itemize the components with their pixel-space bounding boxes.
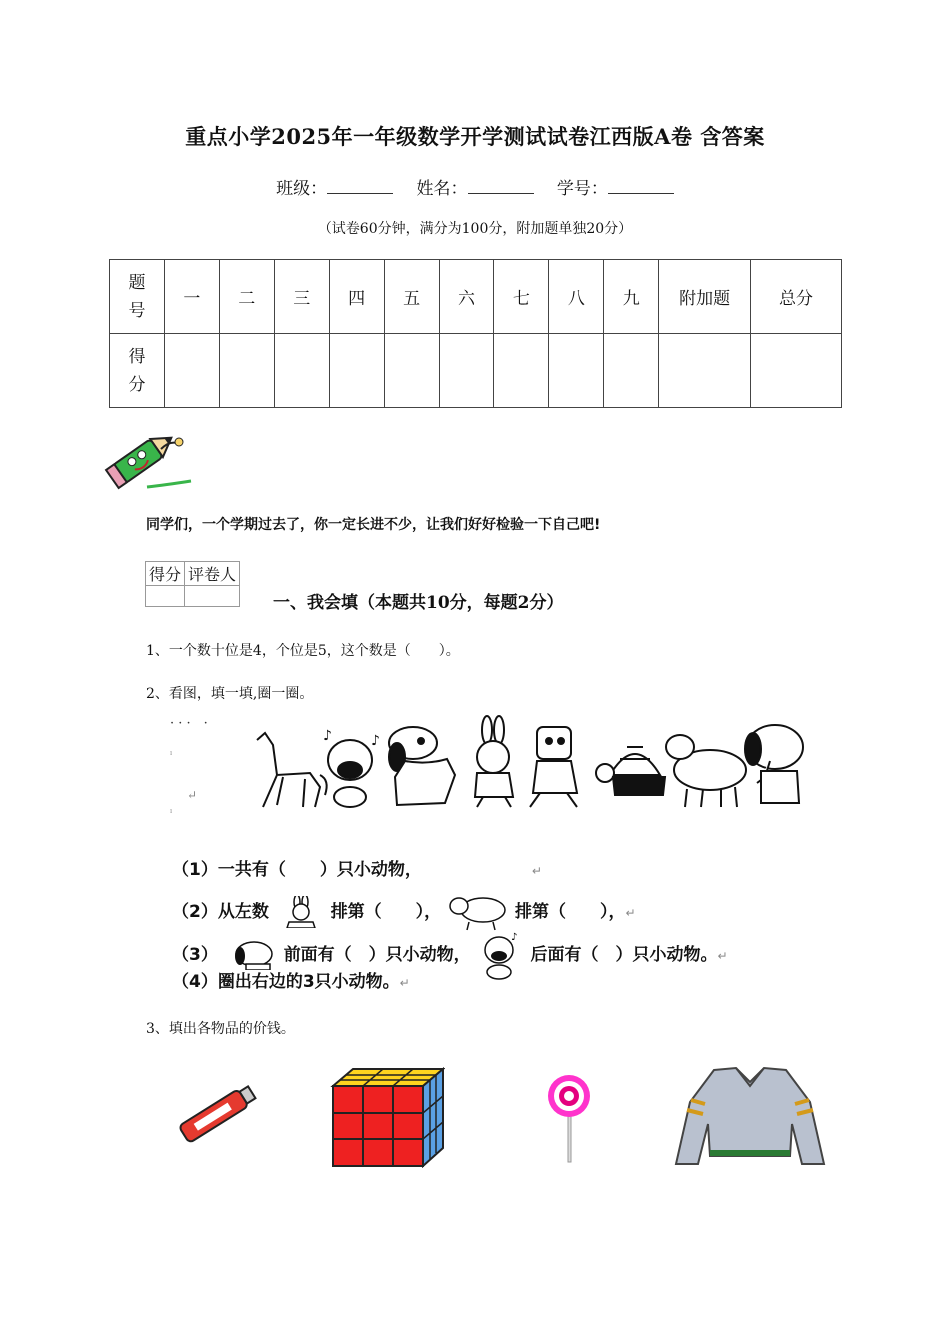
pencil-mascot-icon (103, 425, 195, 491)
score-cell[interactable] (604, 334, 659, 408)
score-cell[interactable] (659, 334, 751, 408)
svg-text:ₗ: ₗ (170, 747, 173, 758)
grader-reviewer-label: 评卷人 (185, 562, 240, 586)
question-1: 1、一个数十位是4，个位是5，这个数是（ ）。 (146, 643, 460, 659)
turtle-icon (596, 747, 665, 795)
score-cell[interactable] (439, 334, 494, 408)
score-cell[interactable] (751, 334, 842, 408)
col-header: 二 (219, 260, 274, 334)
class-field[interactable] (327, 179, 393, 194)
grader-reviewer-cell[interactable] (185, 586, 240, 607)
svg-text:ₗ: ₗ (170, 805, 173, 815)
score-cell[interactable] (274, 334, 329, 408)
col-header: 四 (329, 260, 384, 334)
question-2-sub1: （1）一共有（ ）只小动物， ↵ (172, 860, 542, 880)
lollipop-icon (544, 1072, 594, 1164)
animal-row (165, 715, 815, 815)
svg-text:♪: ♪ (323, 728, 332, 744)
elephant-icon (224, 940, 278, 970)
sweater-icon (674, 1064, 826, 1168)
name-field[interactable] (468, 179, 534, 194)
score-cell[interactable] (384, 334, 439, 408)
score-cell[interactable] (219, 334, 274, 408)
col-header: 九 (604, 260, 659, 334)
frog-icon (477, 930, 525, 980)
sheep-icon (447, 892, 509, 932)
row-head-question: 题 号 (110, 260, 165, 334)
col-header: 附加题 (659, 260, 751, 334)
question-2-sub2: （2）从左数 排第（ ）， 排第（ ），↵ (172, 892, 636, 932)
svg-text:· · · ·: · · · · (170, 716, 208, 731)
score-table (109, 259, 842, 408)
score-cell[interactable] (494, 334, 549, 408)
grader-table (145, 561, 240, 607)
svg-text:♪: ♪ (510, 932, 517, 943)
score-cell[interactable] (164, 334, 219, 408)
question-2-sub4: （4）圈出右边的3只小动物。↵ (172, 972, 410, 992)
exam-note: （试卷60分钟，满分为100分，附加题单独20分） (317, 221, 633, 237)
number-label: 学号： (556, 179, 608, 199)
svg-text:↵: ↵ (187, 788, 198, 802)
col-header: 六 (439, 260, 494, 334)
grader-score-label: 得分 (146, 562, 185, 586)
horse-icon (257, 733, 327, 807)
question-2: 2、看图，填一填,圈一圈。 (146, 686, 314, 702)
elephant-icon (745, 725, 803, 803)
col-header: 八 (549, 260, 604, 334)
col-header: 总分 (751, 260, 842, 334)
monkey-icon (530, 727, 577, 807)
dog-icon (389, 727, 455, 805)
col-header: 一 (164, 260, 219, 334)
question-3: 3、填出各物品的价钱。 (146, 1021, 295, 1037)
rabbit-icon (275, 896, 325, 928)
col-header: 五 (384, 260, 439, 334)
student-info (0, 174, 950, 199)
rabbit-icon (475, 716, 513, 807)
score-cell[interactable] (549, 334, 604, 408)
grader-score-cell[interactable] (146, 586, 185, 607)
col-header: 三 (274, 260, 329, 334)
toothpaste-icon (172, 1078, 262, 1150)
page-title: 重点小学2025年一年级数学开学测试试卷江西版A卷 含答案 (185, 124, 765, 149)
rubiks-cube-icon (330, 1066, 445, 1168)
score-cell[interactable] (329, 334, 384, 408)
sheep-icon (666, 735, 746, 807)
question-2-sub3: （3） 前面有（ ）只小动物， ♪ 后面有（ ）只小动物。↵ (172, 930, 728, 980)
name-label: 姓名： (416, 179, 468, 199)
svg-text:♪: ♪ (371, 733, 380, 749)
row-head-score: 得 分 (110, 334, 165, 408)
section-title: 一、我会填（本题共10分，每题2分） (273, 593, 564, 613)
number-field[interactable] (608, 179, 674, 194)
frog-icon (323, 728, 380, 807)
class-label: 班级： (276, 179, 328, 199)
col-header: 七 (494, 260, 549, 334)
greeting-text: 同学们，一个学期过去了，你一定长进不少，让我们好好检验一下自己吧! (146, 517, 601, 533)
